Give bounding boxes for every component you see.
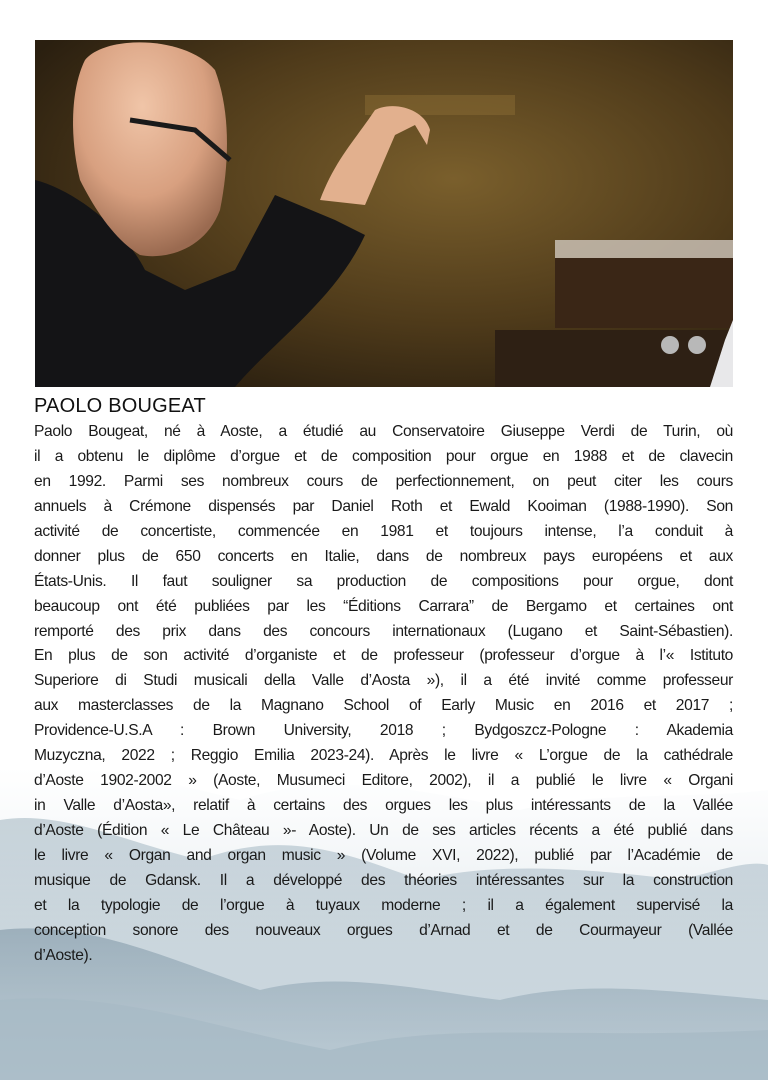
portrait-photo — [35, 40, 733, 387]
bio-line: en 1992. Parmi ses nombreux cours de perfectionnement, on peut citer les cours — [34, 472, 733, 490]
bio-line: il a obtenu le diplôme d’orgue et de composition pour orgue en 1988 et de clavecin — [34, 447, 733, 465]
bio-line: remporté des prix dans des concours internationaux (Lugano et Saint-Sébastien). — [34, 622, 733, 640]
bio-line: Paolo Bougeat, né à Aoste, a étudié au Conservatoire Giuseppe Verdi de Turin, où — [34, 423, 733, 440]
bio-line: d’Aoste 1902-2002 » (Aoste, Musumeci Editore, 2002), il a publié le livre « Organi — [34, 772, 733, 790]
bio-line: d’Aoste). — [34, 946, 93, 964]
bio-line: Muzyczna, 2022 ; Reggio Emilia 2023-24). Après le livre « L’orgue de la cathédrale — [34, 747, 733, 765]
bio-line: aux masterclasses de la Magnano School of Early Music en 2016 et 2017 ; — [34, 697, 733, 715]
biography-paragraph — [34, 420, 733, 969]
bio-line: donner plus de 650 concerts en Italie, dans de nombreux pays européens et aux — [34, 547, 733, 565]
bio-line: d’Aoste (Édition « Le Château »- Aoste). Un de ses articles récents a été publié dans — [34, 822, 733, 839]
bio-line: activité de concertiste, commencée en 1981 et toujours intense, l’a conduit à — [34, 522, 733, 540]
bio-line: États-Unis. Il faut souligner sa production de compositions pour orgue, dont — [34, 572, 733, 590]
bio-line: in Valle d’Aosta», relatif à certains des orgues les plus intéressants de la Vallée — [34, 797, 733, 815]
bio-line: beaucoup ont été publiées par les “Éditions Carrara” de Bergamo et certaines ont — [34, 597, 733, 615]
bio-line: Superiore di Studi musicali della Valle d’Aosta »), il a été invité comme professeur — [34, 672, 733, 690]
bio-line: Providence-U.S.A : Brown University, 2018 ; Bydgoszcz-Pologne : Akademia — [34, 722, 733, 740]
bio-line: et la typologie de l’orgue à tuyaux moderne ; il a également supervisé la — [34, 896, 733, 914]
bio-line: musique de Gdansk. Il a développé des théories intéressantes sur la construction — [34, 871, 733, 889]
bio-line: annuels à Crémone dispensés par Daniel Roth et Ewald Kooiman (1988-1990). Son — [34, 497, 733, 515]
person-name-heading: PAOLO BOUGEAT — [34, 395, 206, 417]
bio-line: conception sonore des nouveaux orgues d’Arnad et de Courmayeur (Vallée — [34, 921, 733, 939]
bio-line: le livre « Organ and organ music » (Volume XVI, 2022), publié par l’Académie de — [34, 846, 733, 864]
bio-line: En plus de son activité d’organiste et de professeur (professeur d’orgue à l’« Istituto — [34, 647, 733, 665]
